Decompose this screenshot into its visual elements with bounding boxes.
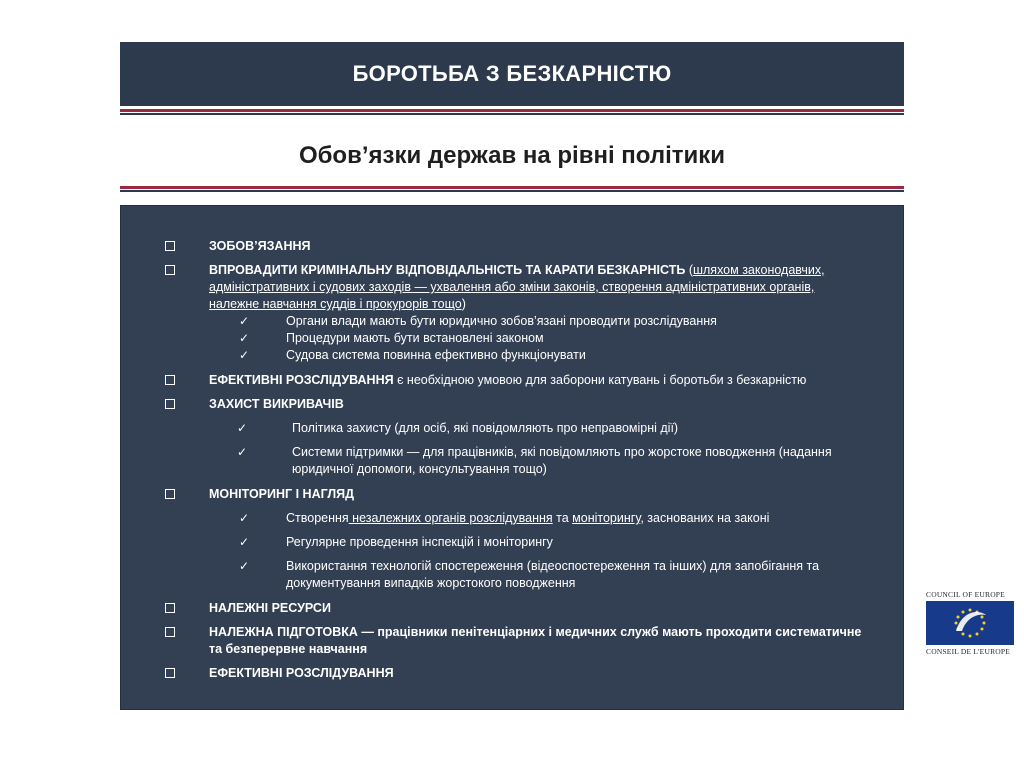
checkmark-icon: ✓ [239,348,250,362]
slide-header [120,42,904,106]
item-text [209,262,867,313]
sub-item-text [286,510,867,527]
sub-item-text: Органи влади мають бути юридично зобов’язані проводити розслідування [286,314,717,328]
item-label: ЗАХИСТ ВИКРИВАЧІВ [209,397,344,411]
page-title: БОРОТЬБА З БЕЗКАРНІСТЮ [352,61,672,86]
logo-bottom-text: CONSEIL DE L'EUROPE [926,647,1011,656]
subtitle-divider-navy [120,190,904,192]
checkmark-icon: ✓ [239,559,250,573]
sub-item-text: Регулярне проведення інспекцій і моніторингу [286,535,553,549]
item-label: ЕФЕКТИВНІ РОЗСЛІДУВАННЯ [209,373,394,387]
checkmark-icon: ✓ [239,331,250,345]
item-label: ЗОБОВ’ЯЗАННЯ [209,239,311,253]
checkmark-icon: ✓ [239,511,250,525]
sub-item-text: Процедури мають бути встановлені законом [286,331,544,345]
sub-item-text: Системи підтримки — для працівників, які повідомляють про жорстоке поводження (надання юридичної допомоги, консультування тощо) [292,445,832,476]
item-label: ЕФЕКТИВНІ РОЗСЛІДУВАННЯ [209,666,394,680]
council-of-europe-logo [924,590,1016,656]
square-bullet-icon [165,627,175,637]
monitoring-text: моніторингу [572,511,641,525]
square-bullet-icon [165,375,175,385]
checkmark-icon: ✓ [239,535,250,549]
item-label: ВПРОВАДИТИ КРИМІНАЛЬНУ ВІДПОВІДАЛЬНІСТЬ ТА КАРАТИ БЕЗКАРНІСТЬ [209,263,686,277]
paren-close: ) [461,297,466,311]
subtitle-divider-red [120,186,904,189]
item-text [209,624,867,658]
checkmark-icon: ✓ [239,314,250,328]
square-bullet-icon [165,489,175,499]
stars-and-swoosh-icon [926,601,1014,645]
checkmark-icon: ✓ [237,445,248,459]
sub-item-mid: та [552,511,573,525]
item-detail: є необхідною умовою для заборони катувань і боротьби з безкарністю [393,373,807,387]
square-bullet-icon [165,399,175,409]
sub-item-text: Використання технологій спостереження (відеоспостереження та інших) для запобігання та документування випадків жорстокого поводження [286,559,820,590]
item-detail: — працівники пенітенціарних і медичних служб мають проходити систематичне та безперервне навчання [209,625,862,656]
eu-flag-icon [926,601,1014,645]
independent-bodies-text: незалежних органів розслідування [348,511,553,525]
checkmark-icon: ✓ [237,421,248,435]
header-divider-navy [120,113,904,115]
square-bullet-icon [165,241,175,251]
item-label: НАЛЕЖНА ПІДГОТОВКА [209,625,358,639]
sub-item-pre: Створення [286,511,349,525]
paren-open: ( [685,263,693,277]
slide-subtitle: Обов’язки держав на рівні політики [298,142,726,169]
logo-top-text: COUNCIL OF EUROPE [926,590,1005,599]
sub-item-text: Судова система повинна ефективно функціонувати [286,348,586,362]
square-bullet-icon [165,265,175,275]
square-bullet-icon [165,668,175,678]
sub-item-post: , заснованих на законі [640,511,770,525]
square-bullet-icon [165,603,175,613]
item-detail: шляхом законодавчих, адміністративних і судових заходів — ухвалення або зміни законів, створення адміністративних органів, належне навчання суддів і прокурорів тощо [209,263,825,311]
item-label: МОНІТОРИНГ І НАГЛЯД [209,487,355,501]
item-label: НАЛЕЖНІ РЕСУРСИ [209,601,331,615]
item-text [209,372,867,389]
header-divider-red [120,109,904,112]
content-panel [120,205,904,710]
sub-item-text: Політика захисту (для осіб, які повідомляють про неправомірні дії) [292,421,679,435]
